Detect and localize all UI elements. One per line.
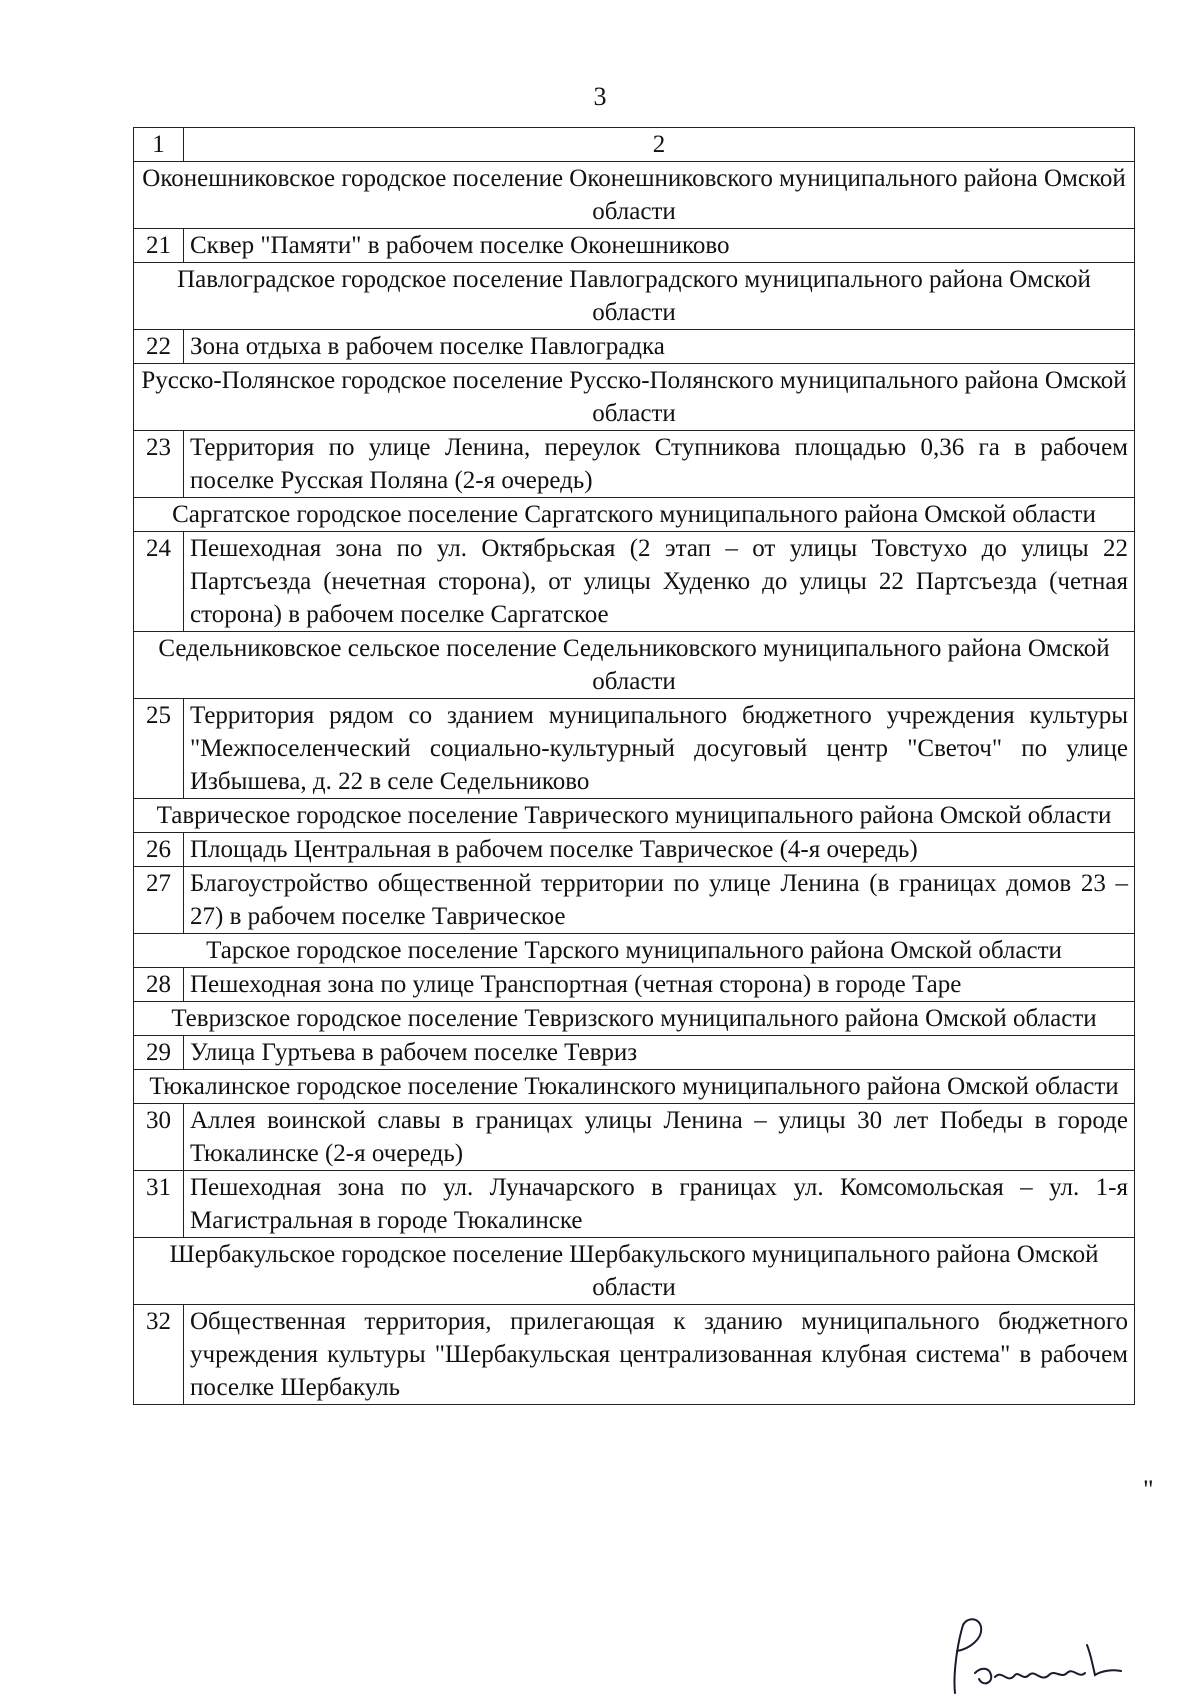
section-title: Тюкалинское городское поселение Тюкалинского муниципального района Омской области	[134, 1070, 1135, 1104]
header-col-1: 1	[134, 128, 184, 162]
table-row	[134, 1104, 1135, 1171]
table-row	[134, 1171, 1135, 1238]
row-number: 32	[134, 1305, 184, 1405]
row-text: Площадь Центральная в рабочем поселке Таврическое (4-я очередь)	[184, 833, 1135, 867]
section-row	[134, 1002, 1135, 1036]
table-row	[134, 867, 1135, 934]
table-row	[134, 532, 1135, 632]
section-title: Оконешниковское городское поселение Оконешниковского муниципального района Омской области	[134, 162, 1135, 229]
section-title: Тарское городское поселение Тарского муниципального района Омской области	[134, 934, 1135, 968]
row-number: 26	[134, 833, 184, 867]
section-row	[134, 632, 1135, 699]
row-text: Пешеходная зона по ул. Луначарского в границах ул. Комсомольская – ул. 1-я Магистральная в городе Тюкалинске	[184, 1171, 1135, 1238]
header-col-2: 2	[184, 128, 1135, 162]
row-text: Благоустройство общественной территории по улице Ленина (в границах домов 23 – 27) в рабочем поселке Таврическое	[184, 867, 1135, 934]
table-row	[134, 1036, 1135, 1070]
row-number: 28	[134, 968, 184, 1002]
row-text: Зона отдыха в рабочем поселке Павлоградка	[184, 330, 1135, 364]
row-text: Территория по улице Ленина, переулок Ступникова площадью 0,36 га в рабочем поселке Русская Поляна (2-я очередь)	[184, 431, 1135, 498]
row-text: Сквер "Памяти" в рабочем поселке Оконешниково	[184, 229, 1135, 263]
table-row	[134, 833, 1135, 867]
row-number: 25	[134, 699, 184, 799]
section-title: Седельниковское сельское поселение Седельниковского муниципального района Омской области	[134, 632, 1135, 699]
section-title: Павлоградское городское поселение Павлоградского муниципального района Омской области	[134, 263, 1135, 330]
row-text: Аллея воинской славы в границах улицы Ленина – улицы 30 лет Победы в городе Тюкалинске (2-я очередь)	[184, 1104, 1135, 1171]
section-row	[134, 498, 1135, 532]
section-row	[134, 1070, 1135, 1104]
row-number: 22	[134, 330, 184, 364]
territories-table	[133, 127, 1135, 1405]
page-number: 3	[593, 82, 607, 111]
section-row	[134, 263, 1135, 330]
table-row	[134, 1305, 1135, 1405]
table-row	[134, 229, 1135, 263]
row-number: 27	[134, 867, 184, 934]
table-row	[134, 968, 1135, 1002]
row-text: Пешеходная зона по ул. Октябрьская (2 этап – от улицы Товстухо до улицы 22 Партсъезда (нечетная сторона), от улицы Худенко до улицы 22 Партсъезда (четная сторона) в рабочем поселке Саргатское	[184, 532, 1135, 632]
table-row	[134, 699, 1135, 799]
table-header-row	[134, 128, 1135, 162]
row-text: Пешеходная зона по улице Транспортная (четная сторона) в городе Таре	[184, 968, 1135, 1002]
table-row	[134, 330, 1135, 364]
row-number: 30	[134, 1104, 184, 1171]
closing-quote: "	[1143, 1475, 1154, 1504]
section-title: Шербакульское городское поселение Шербакульского муниципального района Омской области	[134, 1238, 1135, 1305]
section-title: Русско-Полянское городское поселение Русско-Полянского муниципального района Омской области	[134, 364, 1135, 431]
handwritten-signature	[945, 1615, 1125, 1697]
row-number: 31	[134, 1171, 184, 1238]
section-title: Саргатское городское поселение Саргатского муниципального района Омской области	[134, 498, 1135, 532]
section-title: Тевризское городское поселение Тевризского муниципального района Омской области	[134, 1002, 1135, 1036]
row-text: Общественная территория, прилегающая к зданию муниципального бюджетного учреждения культуры "Шербакульская централизованная клубная система" в рабочем поселке Шербакуль	[184, 1305, 1135, 1405]
row-number: 23	[134, 431, 184, 498]
section-row	[134, 1238, 1135, 1305]
row-number: 29	[134, 1036, 184, 1070]
section-row	[134, 799, 1135, 833]
table-row	[134, 431, 1135, 498]
section-row	[134, 364, 1135, 431]
section-title: Таврическое городское поселение Таврического муниципального района Омской области	[134, 799, 1135, 833]
section-row	[134, 934, 1135, 968]
section-row	[134, 162, 1135, 229]
row-text: Улица Гуртьева в рабочем поселке Тевриз	[184, 1036, 1135, 1070]
row-number: 21	[134, 229, 184, 263]
row-number: 24	[134, 532, 184, 632]
row-text: Территория рядом со зданием муниципального бюджетного учреждения культуры "Межпоселенческий социально-культурный досуговый центр "Светоч" по улице Избышева, д. 22 в селе Седельниково	[184, 699, 1135, 799]
